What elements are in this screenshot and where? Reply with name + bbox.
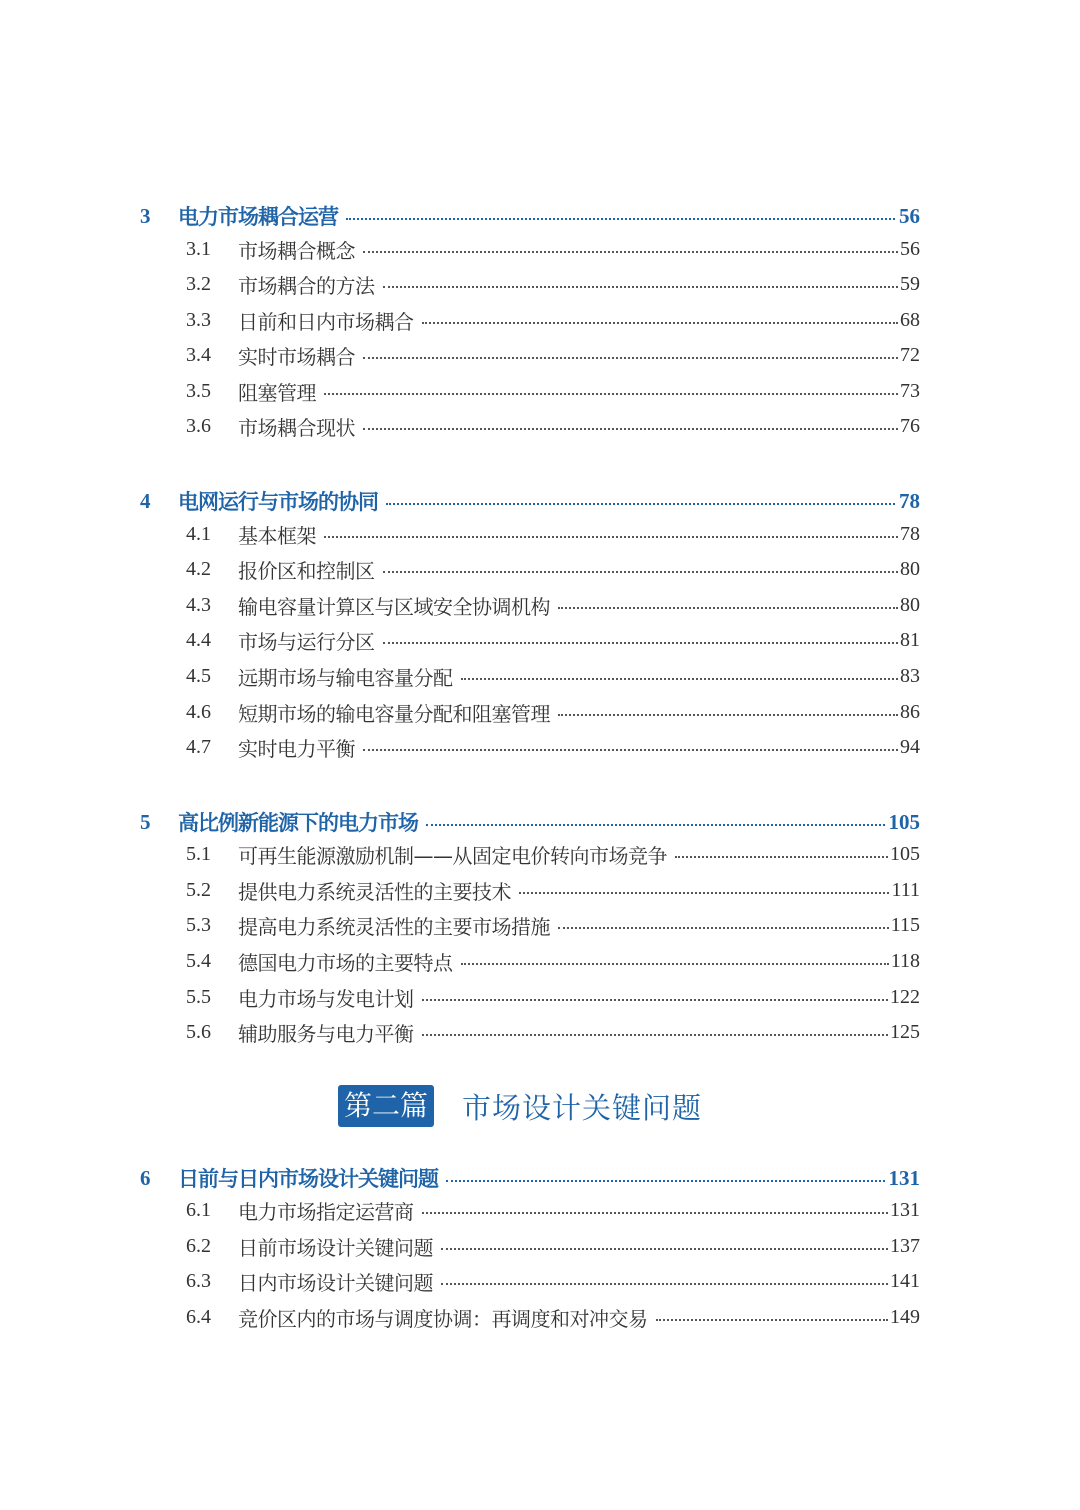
section-title: 竞价区内的市场与调度协调：再调度和对冲交易 — [238, 1306, 648, 1331]
section-page: 115 — [890, 913, 920, 936]
section-page: 81 — [900, 628, 920, 651]
toc-section-4-3[interactable] — [140, 588, 920, 622]
section-number: 5.2 — [186, 878, 211, 901]
section-title: 日前和日内市场耦合 — [238, 309, 414, 334]
section-number: 4.1 — [186, 522, 211, 545]
dot-leader — [441, 1248, 888, 1250]
dot-leader — [422, 1034, 889, 1036]
toc-section-4-7[interactable] — [140, 730, 920, 764]
chapter-number: 4 — [140, 488, 151, 513]
section-title: 电力市场与发电计划 — [238, 986, 414, 1011]
toc-section-4-4[interactable] — [140, 623, 920, 657]
dot-leader — [426, 824, 885, 826]
section-title: 基本框架 — [238, 523, 316, 548]
section-number: 5.4 — [186, 949, 211, 972]
section-number: 6.1 — [186, 1198, 211, 1221]
section-page: 76 — [900, 414, 920, 437]
dot-leader — [675, 856, 888, 858]
section-number: 4.3 — [186, 593, 211, 616]
toc-section-5-3[interactable] — [140, 908, 920, 942]
section-number: 4.7 — [186, 735, 211, 758]
section-number: 5.5 — [186, 985, 211, 1008]
section-page: 94 — [900, 735, 920, 758]
toc-section-4-6[interactable] — [140, 695, 920, 729]
section-title: 可再生能源激励机制——从固定电价转向市场竞争 — [238, 843, 667, 868]
section-number: 4.4 — [186, 628, 211, 651]
dot-leader — [386, 503, 895, 505]
chapter-title: 电力市场耦合运营 — [178, 204, 338, 229]
chapter-page: 105 — [888, 809, 920, 834]
section-page: 111 — [891, 878, 920, 901]
section-page: 80 — [900, 593, 920, 616]
section-number: 3.5 — [186, 379, 211, 402]
toc-section-3-6[interactable] — [140, 409, 920, 443]
dot-leader — [558, 927, 889, 929]
part-heading — [338, 1085, 702, 1127]
section-page: 56 — [900, 237, 920, 260]
section-number: 4.5 — [186, 664, 211, 687]
section-title: 市场耦合现状 — [238, 415, 355, 440]
dot-leader — [324, 393, 898, 395]
section-page: 59 — [900, 272, 920, 295]
toc-section-6-2[interactable] — [140, 1229, 920, 1263]
section-title: 输电容量计算区与区域安全协调机构 — [238, 594, 550, 619]
section-page: 125 — [890, 1020, 920, 1043]
toc-section-6-4[interactable] — [140, 1300, 920, 1334]
toc-section-4-2[interactable] — [140, 552, 920, 586]
chapter-number: 5 — [140, 809, 151, 834]
section-title: 远期市场与输电容量分配 — [238, 665, 453, 690]
toc-section-6-1[interactable] — [140, 1193, 920, 1227]
chapter-page: 78 — [899, 488, 920, 513]
section-title: 日内市场设计关键问题 — [238, 1270, 433, 1295]
section-number: 3.2 — [186, 272, 211, 295]
chapter-page: 56 — [899, 203, 920, 228]
section-number: 5.3 — [186, 913, 211, 936]
dot-leader — [519, 892, 889, 894]
section-page: 80 — [900, 557, 920, 580]
section-title: 电力市场指定运营商 — [238, 1199, 414, 1224]
dot-leader — [422, 999, 889, 1001]
toc-section-3-5[interactable] — [140, 374, 920, 408]
dot-leader — [363, 428, 898, 430]
section-page: 72 — [900, 343, 920, 366]
section-number: 3.4 — [186, 343, 211, 366]
section-number: 6.4 — [186, 1305, 211, 1328]
section-title: 日前市场设计关键问题 — [238, 1235, 433, 1260]
section-number: 3.3 — [186, 308, 211, 331]
section-title: 提高电力系统灵活性的主要市场措施 — [238, 914, 550, 939]
section-page: 131 — [890, 1198, 920, 1221]
section-page: 78 — [900, 522, 920, 545]
dot-leader — [422, 1212, 889, 1214]
dot-leader — [324, 536, 898, 538]
dot-leader — [363, 251, 898, 253]
toc-section-3-4[interactable] — [140, 338, 920, 372]
toc-section-5-2[interactable] — [140, 873, 920, 907]
toc-section-5-5[interactable] — [140, 980, 920, 1014]
part-title: 市场设计关键问题 — [462, 1090, 703, 1125]
toc-section-5-1[interactable] — [140, 837, 920, 871]
toc-section-3-3[interactable] — [140, 303, 920, 337]
dot-leader — [363, 357, 898, 359]
toc-chapter-3[interactable] — [140, 199, 920, 233]
dot-leader — [558, 607, 898, 609]
section-number: 5.6 — [186, 1020, 211, 1043]
dot-leader — [363, 749, 898, 751]
section-title: 实时市场耦合 — [238, 344, 355, 369]
dot-leader — [383, 642, 899, 644]
section-number: 3.6 — [186, 414, 211, 437]
dot-leader — [446, 1180, 885, 1182]
toc-section-5-4[interactable] — [140, 944, 920, 978]
section-number: 5.1 — [186, 842, 211, 865]
toc-section-3-1[interactable] — [140, 232, 920, 266]
toc-section-6-3[interactable] — [140, 1264, 920, 1298]
chapter-title: 电网运行与市场的协同 — [178, 489, 378, 514]
dot-leader — [461, 963, 889, 965]
section-title: 实时电力平衡 — [238, 736, 355, 761]
section-title: 阻塞管理 — [238, 380, 316, 405]
chapter-title: 日前与日内市场设计关键问题 — [178, 1166, 438, 1191]
section-page: 86 — [900, 700, 920, 723]
toc-section-3-2[interactable] — [140, 267, 920, 301]
section-page: 83 — [900, 664, 920, 687]
toc-chapter-6[interactable] — [140, 1161, 920, 1195]
dot-leader — [441, 1283, 888, 1285]
section-page: 73 — [900, 379, 920, 402]
section-title: 辅助服务与电力平衡 — [238, 1021, 414, 1046]
toc-section-4-5[interactable] — [140, 659, 920, 693]
toc-section-4-1[interactable] — [140, 517, 920, 551]
section-number: 6.2 — [186, 1234, 211, 1257]
toc-chapter-4[interactable] — [140, 484, 920, 518]
chapter-number: 6 — [140, 1165, 151, 1190]
section-title: 市场与运行分区 — [238, 629, 375, 654]
section-page: 122 — [890, 985, 920, 1008]
dot-leader — [656, 1319, 889, 1321]
dot-leader — [558, 714, 898, 716]
section-number: 6.3 — [186, 1269, 211, 1292]
section-page: 149 — [890, 1305, 920, 1328]
section-title: 短期市场的输电容量分配和阻塞管理 — [238, 701, 550, 726]
toc-chapter-5[interactable] — [140, 805, 920, 839]
section-page: 118 — [890, 949, 920, 972]
section-title: 德国电力市场的主要特点 — [238, 950, 453, 975]
section-number: 4.6 — [186, 700, 211, 723]
dot-leader — [383, 571, 899, 573]
toc-section-5-6[interactable] — [140, 1015, 920, 1049]
part-badge: 第二篇 — [338, 1085, 434, 1127]
chapter-number: 3 — [140, 203, 151, 228]
section-title: 市场耦合的方法 — [238, 273, 375, 298]
dot-leader — [346, 218, 895, 220]
section-number: 3.1 — [186, 237, 211, 260]
dot-leader — [461, 678, 899, 680]
section-number: 4.2 — [186, 557, 211, 580]
chapter-title: 高比例新能源下的电力市场 — [178, 810, 418, 835]
section-page: 68 — [900, 308, 920, 331]
section-title: 市场耦合概念 — [238, 238, 355, 263]
chapter-page: 131 — [888, 1165, 920, 1190]
dot-leader — [422, 322, 899, 324]
section-title: 报价区和控制区 — [238, 558, 375, 583]
dot-leader — [383, 286, 899, 288]
section-title: 提供电力系统灵活性的主要技术 — [238, 879, 511, 904]
section-page: 137 — [890, 1234, 920, 1257]
section-page: 141 — [890, 1269, 920, 1292]
section-page: 105 — [890, 842, 920, 865]
